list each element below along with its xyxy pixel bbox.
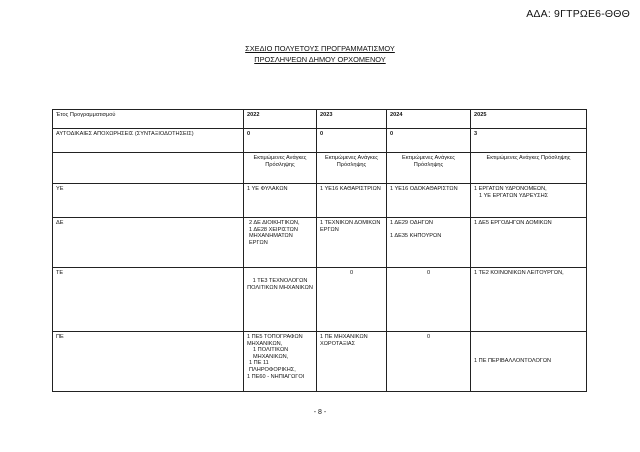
document-subtitle: ΠΡΟΣΛΗΨΕΩΝ ΔΗΜΟΥ ΟΡΧΟΜΕΝΟΥ <box>254 55 386 64</box>
category-te: ΤΕ <box>53 268 244 332</box>
year-2023: 2023 <box>317 110 387 129</box>
pe-2022 <box>244 332 317 392</box>
table-row-te <box>53 268 587 332</box>
ada-code: ΑΔΑ: 9ΓΤΡΩΕ6-ΘΘΘ <box>526 8 630 20</box>
page-number: - 8 - <box>313 409 327 416</box>
te-2023: 0 <box>317 268 387 332</box>
year-2024: 2024 <box>387 110 471 129</box>
table-row-needs-header <box>53 153 587 184</box>
needs-head-2023: Εκτιμώμενες Ανάγκες Πρόσληψης <box>317 153 387 184</box>
hiring-plan-table <box>52 109 587 392</box>
de-2024-line1: 1 ΔΕ29 ΟΔΗΓΩΝ <box>390 220 433 226</box>
ye-2025-line1: 1 ΕΡΓΑΤΩΝ ΥΔΡΟΝΟΜΕΩΝ, <box>474 186 547 192</box>
category-pe: ΠΕ <box>53 332 244 392</box>
ye-2023: 1 ΥΕ16 ΚΑΘΑΡΙΣΤΡΙΩΝ <box>317 184 387 218</box>
retirements-2025: 3 <box>471 129 587 153</box>
table-row-years <box>53 110 587 129</box>
te-2024: 0 <box>387 268 471 332</box>
needs-head-2024: Εκτιμώμενες Ανάγκες Πρόσληψης <box>387 153 471 184</box>
pe-2022-line4: 1 ΠΕ60 - ΝΗΠΙΑΓΩΓΟΙ <box>247 373 305 380</box>
year-2025: 2025 <box>471 110 587 129</box>
category-ye: ΥΕ <box>53 184 244 218</box>
de-2024-line2: 1 ΔΕ35 ΚΗΠΟΥΡΩΝ <box>390 232 442 239</box>
needs-head-2022: Εκτιμώμενες Ανάγκες Πρόσληψης <box>244 153 317 184</box>
retirements-2023: 0 <box>317 129 387 153</box>
empty-cell <box>53 153 244 184</box>
te-2022-text: 1 ΤΕ3 ΤΕΧΝΟΛΟΓΩΝ ΠΟΛΙΤΙΚΩΝ ΜΗΧΑΝΙΚΩΝ <box>247 278 313 291</box>
table-row-ye <box>53 184 587 218</box>
needs-head-2025: Εκτιμώμενες Ανάγκες Πρόσληψης <box>471 153 587 184</box>
de-2025: 1 ΔΕ5 ΕΡΓΟΔΗΓΩΝ ΔΟΜΙΚΩΝ <box>471 218 587 268</box>
ye-2025-line2: 1 ΥΕ ΕΡΓΑΤΩΝ ΥΔΡΕΥΣΗΣ <box>479 192 549 199</box>
te-2022 <box>244 268 317 332</box>
te-2025: 1 ΤΕ2 ΚΟΙΝΩΝΙΚΩΝ ΛΕΙΤΟΥΡΓΩΝ, <box>471 268 587 332</box>
ye-2022: 1 ΥΕ ΦΥΛΑΚΩΝ <box>244 184 317 218</box>
table-row-retirements <box>53 129 587 153</box>
de-2022-line2: 1 ΔΕ28 ΧΕΙΡΙΣΤΩΝ ΜΗΧΑΝΗΜΑΤΩΝ ΕΡΓΩΝ <box>249 226 298 246</box>
category-de: ΔΕ <box>53 218 244 268</box>
pe-2024: 0 <box>387 332 471 392</box>
pe-2022-line2: 1 ΠΟΛΙΤΙΚΩΝ ΜΗΧΑΝΙΚΩΝ, <box>253 347 289 360</box>
de-2022 <box>244 218 317 268</box>
year-2022: 2022 <box>244 110 317 129</box>
pe-2022-line3: 1 ΠΕ 11 ΠΛΗΡΟΦΟΡΙΚΗΣ, <box>249 360 296 373</box>
pe-2025: 1 ΠΕ ΠΕΡΙΒΑΛΛΟΝΤΟΛΟΓΩΝ <box>471 332 587 392</box>
retirements-2022: 0 <box>244 129 317 153</box>
de-2024 <box>387 218 471 268</box>
de-2023: 1 ΤΕΧΝΙΚΩΝ ΔΟΜΙΚΩΝ ΕΡΓΩΝ <box>317 218 387 268</box>
ye-2025 <box>471 184 587 218</box>
retirements-label: ΑΥΤΟΔΙΚΑΙΕΣ ΑΠΟΧΩΡΗΣΕΙΣ (ΣΥΝΤΑΞΙΟΔΟΤΗΣΕΙΣ) <box>53 129 244 153</box>
de-2022-line1: 2 ΔΕ ΔΙΟΙΚΗΤΙΚΩΝ, <box>249 220 300 226</box>
pe-2022-line1: 1 ΠΕ5 ΤΟΠΟΓΡΑΦΩΝ ΜΗΧΑΝΙΚΩΝ, <box>247 334 303 347</box>
pe-2023: 1 ΠΕ ΜΗΧΑΝΙΚΩΝ ΧΩΡΟΤΑΞΙΑΣ <box>317 332 387 392</box>
header-label: Έτος Προγραμματισμού <box>53 110 244 129</box>
ye-2024: 1 ΥΕ16 ΟΔΟΚΑΘΑΡΙΣΤΩΝ <box>387 184 471 218</box>
retirements-2024: 0 <box>387 129 471 153</box>
table-row-de <box>53 218 587 268</box>
table-row-pe <box>53 332 587 392</box>
document-title: ΣΧΕΔΙΟ ΠΟΛΥΕΤΟΥΣ ΠΡΟΓΡΑΜΜΑΤΙΣΜΟΥ <box>245 44 395 53</box>
